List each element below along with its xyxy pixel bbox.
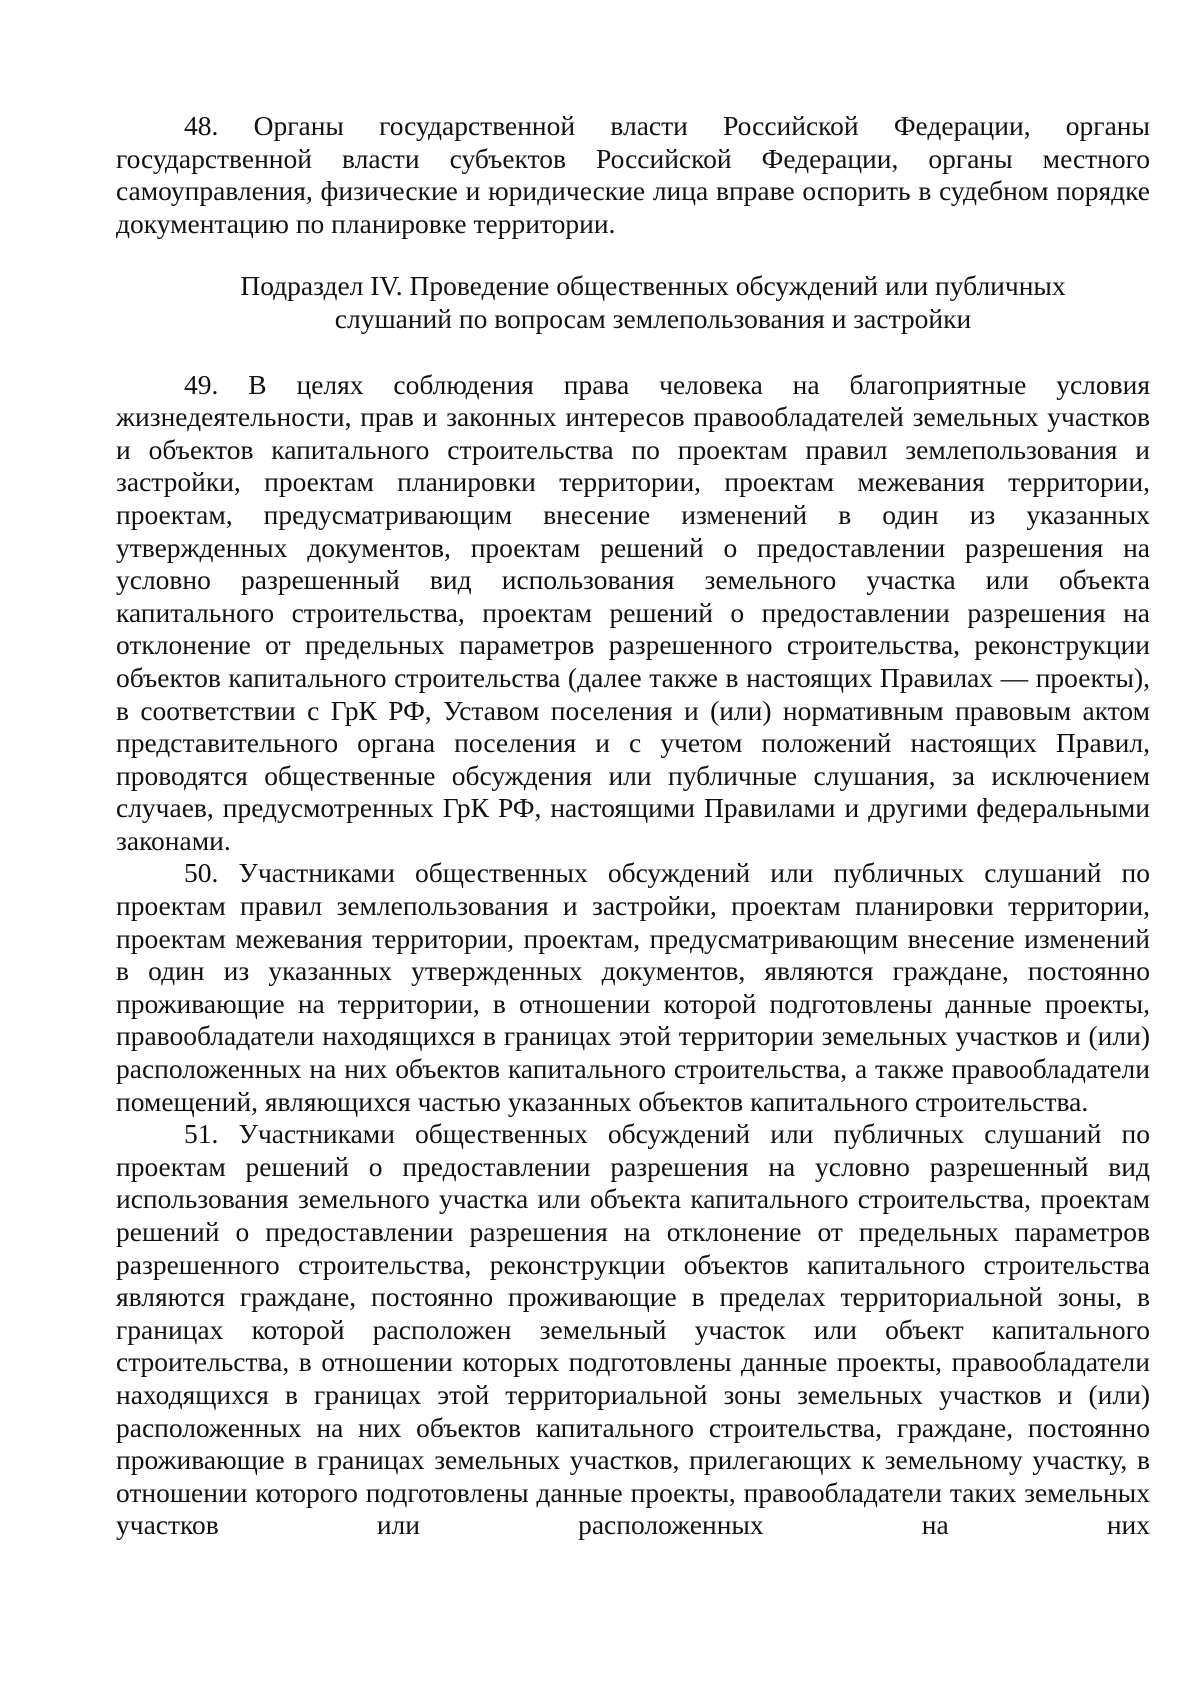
section-heading-line-1: Подраздел IV. Проведение общественных обсуждений или публичных bbox=[240, 270, 1066, 302]
paragraph-50: 50. Участниками общественных обсуждений или публичных слушаний по проектам правил землепользования и застройки, проектам планировки территории, проектам межевания территории, проектам, предусматривающим внесение изменений в один из указанных утвержденных документов, являются граждане, постоянно проживающие на территории, в отношении которой подготовлены данные проекты, правообладатели находящихся в границах этой территории земельных участков и (или) расположенных на них объектов капитального строительства, а также правообладатели помещений, являющихся частью указанных объектов капитального строительства. bbox=[116, 857, 1150, 1117]
paragraph-51: 51. Участниками общественных обсуждений или публичных слушаний по проектам решений о предоставлении разрешения на условно разрешенный вид использования земельного участка или объекта капитального строительства, проектам решений о предоставлении разрешения на отклонение от предельных параметров разрешенного строительства, реконструкции объектов капитального строительства являются граждане, постоянно проживающие в пределах территориальной зоны, в границах которой расположен земельный участок или объект капитального строительства, в отношении которых подготовлены данные проекты, правообладатели находящихся в границах этой территориальной зоны земельных участков и (или) расположенных на них объектов капитального строительства, граждане, постоянно проживающие в границах земельных участков, прилегающих к земельному участку, в отношении которого подготовлены данные проекты, правообладатели таких земельных участков или расположенных на них bbox=[116, 1118, 1150, 1541]
paragraph-49: 49. В целях соблюдения права человека на благоприятные условия жизнедеятельности, прав и законных интересов правообладателей земельных участков и объектов капитального строительства по проектам правил землепользования и застройки, проектам планировки территории, проектам межевания территории, проектам, предусматривающим внесение изменений в один из указанных утвержденных документов, проектам решений о предоставлении разрешения на условно разрешенный вид использования земельного участка или объекта капитального строительства, проектам решений о предоставлении разрешения на отклонение от предельных параметров разрешенного строительства, реконструкции объектов капитального строительства (далее также в настоящих Правилах — проекты), в соответствии с ГрК РФ, Уставом поселения и (или) нормативным правовым актом представительного органа поселения и с учетом положений настоящих Правил, проводятся общественные обсуждения или публичные слушания, за исключением случаев, предусмотренных ГрК РФ, настоящими Правилами и другими федеральными законами. bbox=[116, 368, 1150, 856]
paragraph-48: 48. Органы государственной власти Российской Федерации, органы государственной власти субъектов Российской Федерации, органы местного самоуправления, физические и юридические лица вправе оспорить в судебном порядке документацию по планировке территории. bbox=[116, 110, 1150, 239]
section-heading-line-2: слушаний по вопросам землепользования и застройки bbox=[334, 302, 972, 334]
document-page bbox=[116, 110, 1150, 1542]
section-heading bbox=[116, 270, 1150, 335]
